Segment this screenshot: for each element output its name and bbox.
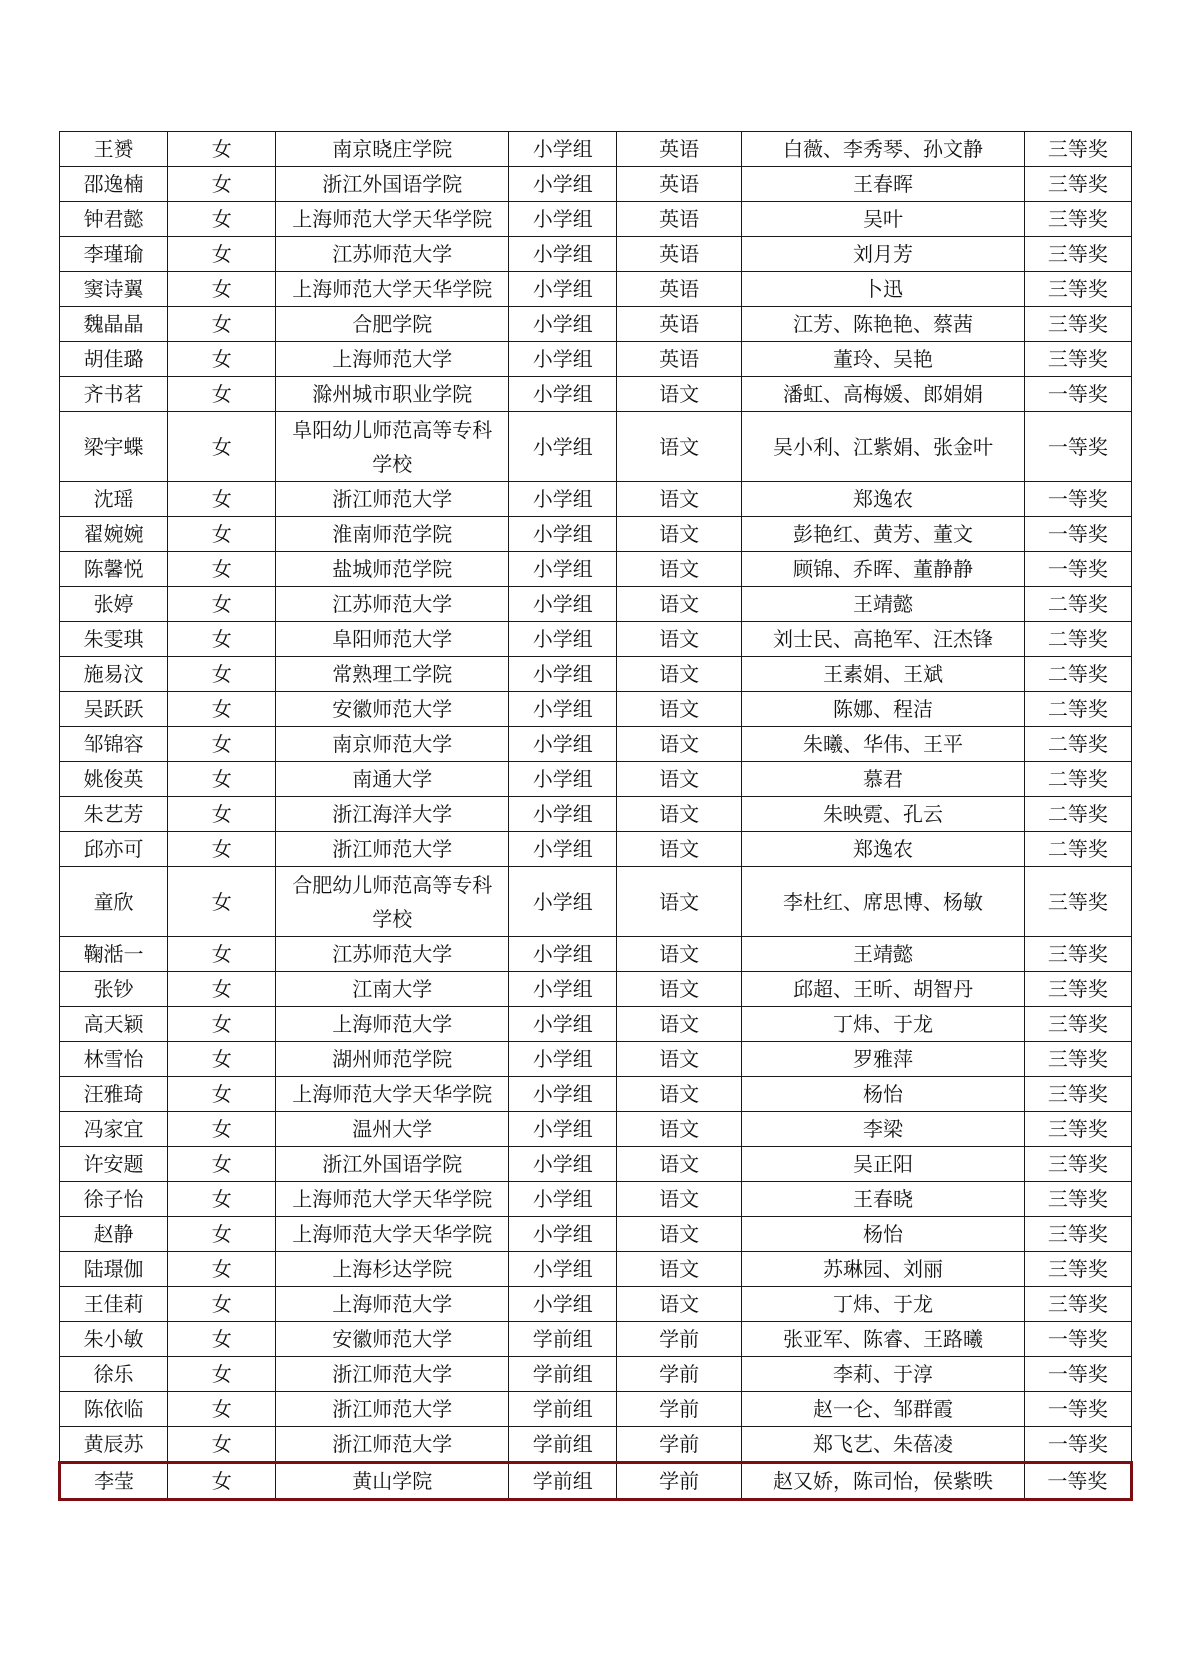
advisors-cell: 李莉、于淳 xyxy=(742,1357,1025,1392)
table-row xyxy=(60,552,1132,587)
subject-cell: 语文 xyxy=(617,517,742,552)
award-table xyxy=(58,131,1133,1501)
subject-cell: 语文 xyxy=(617,1112,742,1147)
student-name-cell: 张婷 xyxy=(60,587,168,622)
group-cell: 小学组 xyxy=(509,1217,617,1252)
advisors-cell: 丁炜、于龙 xyxy=(742,1007,1025,1042)
table-row xyxy=(60,937,1132,972)
student-name-cell: 朱小敏 xyxy=(60,1322,168,1357)
advisors-cell: 王春晓 xyxy=(742,1182,1025,1217)
gender-cell: 女 xyxy=(168,622,276,657)
school-cell: 滁州城市职业学院 xyxy=(276,377,509,412)
table-row xyxy=(60,762,1132,797)
award-cell: 三等奖 xyxy=(1024,1147,1131,1182)
advisors-cell: 陈娜、程洁 xyxy=(742,692,1025,727)
subject-cell: 学前 xyxy=(617,1392,742,1427)
advisors-cell: 江芳、陈艳艳、蔡茜 xyxy=(742,307,1025,342)
gender-cell: 女 xyxy=(168,1217,276,1252)
advisors-cell: 赵一仑、邹群霞 xyxy=(742,1392,1025,1427)
group-cell: 小学组 xyxy=(509,1147,617,1182)
table-row xyxy=(60,1217,1132,1252)
student-name-cell: 魏晶晶 xyxy=(60,307,168,342)
gender-cell: 女 xyxy=(168,377,276,412)
school-cell: 淮南师范学院 xyxy=(276,517,509,552)
student-name-cell: 冯家宜 xyxy=(60,1112,168,1147)
group-cell: 小学组 xyxy=(509,482,617,517)
subject-cell: 语文 xyxy=(617,1287,742,1322)
group-cell: 小学组 xyxy=(509,237,617,272)
gender-cell: 女 xyxy=(168,797,276,832)
gender-cell: 女 xyxy=(168,517,276,552)
table-row xyxy=(60,1252,1132,1287)
student-name-cell: 赵静 xyxy=(60,1217,168,1252)
school-cell: 上海师范大学天华学院 xyxy=(276,1217,509,1252)
subject-cell: 语文 xyxy=(617,797,742,832)
table-row xyxy=(60,202,1132,237)
subject-cell: 语文 xyxy=(617,1217,742,1252)
gender-cell: 女 xyxy=(168,1463,276,1500)
table-row xyxy=(60,132,1132,167)
subject-cell: 语文 xyxy=(617,1147,742,1182)
subject-cell: 语文 xyxy=(617,377,742,412)
school-cell: 江苏师范大学 xyxy=(276,237,509,272)
group-cell: 学前组 xyxy=(509,1392,617,1427)
subject-cell: 学前 xyxy=(617,1463,742,1500)
student-name-cell: 李莹 xyxy=(60,1463,168,1500)
advisors-cell: 吴叶 xyxy=(742,202,1025,237)
advisors-cell: 丁炜、于龙 xyxy=(742,1287,1025,1322)
advisors-cell: 李梁 xyxy=(742,1112,1025,1147)
gender-cell: 女 xyxy=(168,1077,276,1112)
advisors-cell: 邱超、王昕、胡智丹 xyxy=(742,972,1025,1007)
gender-cell: 女 xyxy=(168,132,276,167)
school-cell: 南通大学 xyxy=(276,762,509,797)
subject-cell: 语文 xyxy=(617,692,742,727)
group-cell: 小学组 xyxy=(509,1182,617,1217)
award-cell: 三等奖 xyxy=(1024,132,1131,167)
student-name-cell: 张钞 xyxy=(60,972,168,1007)
student-name-cell: 钟君懿 xyxy=(60,202,168,237)
group-cell: 小学组 xyxy=(509,1077,617,1112)
advisors-cell: 王靖懿 xyxy=(742,937,1025,972)
award-cell: 三等奖 xyxy=(1024,867,1131,937)
group-cell: 小学组 xyxy=(509,307,617,342)
award-cell: 一等奖 xyxy=(1024,517,1131,552)
award-cell: 一等奖 xyxy=(1024,1463,1131,1500)
school-cell: 浙江海洋大学 xyxy=(276,797,509,832)
table-row xyxy=(60,167,1132,202)
advisors-cell: 李杜红、席思博、杨敏 xyxy=(742,867,1025,937)
subject-cell: 英语 xyxy=(617,272,742,307)
group-cell: 小学组 xyxy=(509,202,617,237)
student-name-cell: 姚俊英 xyxy=(60,762,168,797)
group-cell: 小学组 xyxy=(509,167,617,202)
student-name-cell: 林雪怡 xyxy=(60,1042,168,1077)
gender-cell: 女 xyxy=(168,237,276,272)
award-cell: 一等奖 xyxy=(1024,1427,1131,1463)
award-cell: 二等奖 xyxy=(1024,797,1131,832)
table-row xyxy=(60,1147,1132,1182)
school-cell: 上海师范大学天华学院 xyxy=(276,1077,509,1112)
subject-cell: 语文 xyxy=(617,832,742,867)
school-cell: 南京师范大学 xyxy=(276,727,509,762)
gender-cell: 女 xyxy=(168,1252,276,1287)
gender-cell: 女 xyxy=(168,412,276,482)
award-cell: 二等奖 xyxy=(1024,762,1131,797)
table-row xyxy=(60,307,1132,342)
award-cell: 三等奖 xyxy=(1024,1287,1131,1322)
school-cell: 上海杉达学院 xyxy=(276,1252,509,1287)
school-cell: 阜阳幼儿师范高等专科学校 xyxy=(276,412,509,482)
school-cell: 黄山学院 xyxy=(276,1463,509,1500)
award-cell: 一等奖 xyxy=(1024,1322,1131,1357)
award-cell: 三等奖 xyxy=(1024,1217,1131,1252)
gender-cell: 女 xyxy=(168,1287,276,1322)
award-cell: 三等奖 xyxy=(1024,1182,1131,1217)
subject-cell: 学前 xyxy=(617,1427,742,1463)
gender-cell: 女 xyxy=(168,587,276,622)
award-cell: 三等奖 xyxy=(1024,1077,1131,1112)
subject-cell: 语文 xyxy=(617,622,742,657)
award-cell: 三等奖 xyxy=(1024,1112,1131,1147)
award-cell: 二等奖 xyxy=(1024,657,1131,692)
table-row xyxy=(60,1287,1132,1322)
subject-cell: 英语 xyxy=(617,167,742,202)
gender-cell: 女 xyxy=(168,552,276,587)
group-cell: 小学组 xyxy=(509,832,617,867)
student-name-cell: 邱亦可 xyxy=(60,832,168,867)
subject-cell: 语文 xyxy=(617,1077,742,1112)
group-cell: 小学组 xyxy=(509,762,617,797)
advisors-cell: 杨怡 xyxy=(742,1217,1025,1252)
school-cell: 浙江师范大学 xyxy=(276,1357,509,1392)
advisors-cell: 王靖懿 xyxy=(742,587,1025,622)
student-name-cell: 高天颖 xyxy=(60,1007,168,1042)
table-row xyxy=(60,587,1132,622)
award-cell: 二等奖 xyxy=(1024,727,1131,762)
gender-cell: 女 xyxy=(168,657,276,692)
school-cell: 安徽师范大学 xyxy=(276,1322,509,1357)
award-cell: 一等奖 xyxy=(1024,482,1131,517)
table-row xyxy=(60,867,1132,937)
subject-cell: 语文 xyxy=(617,412,742,482)
table-row xyxy=(60,1427,1132,1463)
group-cell: 小学组 xyxy=(509,1007,617,1042)
school-cell: 温州大学 xyxy=(276,1112,509,1147)
group-cell: 小学组 xyxy=(509,552,617,587)
advisors-cell: 王春晖 xyxy=(742,167,1025,202)
table-row xyxy=(60,482,1132,517)
gender-cell: 女 xyxy=(168,972,276,1007)
table-row xyxy=(60,1077,1132,1112)
student-name-cell: 朱雯琪 xyxy=(60,622,168,657)
school-cell: 浙江外国语学院 xyxy=(276,1147,509,1182)
school-cell: 浙江师范大学 xyxy=(276,1392,509,1427)
table-row xyxy=(60,342,1132,377)
student-name-cell: 邹锦容 xyxy=(60,727,168,762)
student-name-cell: 窦诗翼 xyxy=(60,272,168,307)
award-cell: 三等奖 xyxy=(1024,937,1131,972)
gender-cell: 女 xyxy=(168,1007,276,1042)
subject-cell: 英语 xyxy=(617,307,742,342)
group-cell: 小学组 xyxy=(509,1042,617,1077)
subject-cell: 英语 xyxy=(617,132,742,167)
gender-cell: 女 xyxy=(168,482,276,517)
student-name-cell: 沈瑶 xyxy=(60,482,168,517)
school-cell: 江苏师范大学 xyxy=(276,587,509,622)
school-cell: 上海师范大学 xyxy=(276,1287,509,1322)
student-name-cell: 翟婉婉 xyxy=(60,517,168,552)
advisors-cell: 卜迅 xyxy=(742,272,1025,307)
group-cell: 小学组 xyxy=(509,587,617,622)
student-name-cell: 鞠湉一 xyxy=(60,937,168,972)
school-cell: 浙江师范大学 xyxy=(276,832,509,867)
school-cell: 浙江师范大学 xyxy=(276,482,509,517)
group-cell: 小学组 xyxy=(509,797,617,832)
advisors-cell: 吴正阳 xyxy=(742,1147,1025,1182)
advisors-cell: 朱映霓、孔云 xyxy=(742,797,1025,832)
school-cell: 浙江外国语学院 xyxy=(276,167,509,202)
subject-cell: 语文 xyxy=(617,1007,742,1042)
group-cell: 小学组 xyxy=(509,1287,617,1322)
student-name-cell: 陈馨悦 xyxy=(60,552,168,587)
subject-cell: 英语 xyxy=(617,202,742,237)
group-cell: 小学组 xyxy=(509,1112,617,1147)
gender-cell: 女 xyxy=(168,762,276,797)
school-cell: 江南大学 xyxy=(276,972,509,1007)
subject-cell: 英语 xyxy=(617,237,742,272)
gender-cell: 女 xyxy=(168,727,276,762)
group-cell: 小学组 xyxy=(509,517,617,552)
subject-cell: 语文 xyxy=(617,657,742,692)
award-cell: 三等奖 xyxy=(1024,307,1131,342)
school-cell: 江苏师范大学 xyxy=(276,937,509,972)
award-cell: 二等奖 xyxy=(1024,832,1131,867)
table-row xyxy=(60,377,1132,412)
award-cell: 二等奖 xyxy=(1024,692,1131,727)
award-cell: 三等奖 xyxy=(1024,237,1131,272)
gender-cell: 女 xyxy=(168,1112,276,1147)
student-name-cell: 黄辰苏 xyxy=(60,1427,168,1463)
award-cell: 三等奖 xyxy=(1024,1007,1131,1042)
student-name-cell: 朱艺芳 xyxy=(60,797,168,832)
table-row xyxy=(60,1112,1132,1147)
gender-cell: 女 xyxy=(168,692,276,727)
advisors-cell: 郑逸农 xyxy=(742,832,1025,867)
group-cell: 学前组 xyxy=(509,1463,617,1500)
school-cell: 盐城师范学院 xyxy=(276,552,509,587)
school-cell: 合肥学院 xyxy=(276,307,509,342)
advisors-cell: 杨怡 xyxy=(742,1077,1025,1112)
school-cell: 上海师范大学天华学院 xyxy=(276,1182,509,1217)
table-row xyxy=(60,1007,1132,1042)
award-cell: 三等奖 xyxy=(1024,342,1131,377)
student-name-cell: 徐乐 xyxy=(60,1357,168,1392)
gender-cell: 女 xyxy=(168,1182,276,1217)
group-cell: 小学组 xyxy=(509,657,617,692)
group-cell: 小学组 xyxy=(509,867,617,937)
table-row xyxy=(60,692,1132,727)
group-cell: 学前组 xyxy=(509,1322,617,1357)
award-cell: 一等奖 xyxy=(1024,412,1131,482)
gender-cell: 女 xyxy=(168,272,276,307)
award-table-body xyxy=(60,132,1132,1500)
student-name-cell: 王赟 xyxy=(60,132,168,167)
table-row xyxy=(60,622,1132,657)
group-cell: 小学组 xyxy=(509,342,617,377)
gender-cell: 女 xyxy=(168,1322,276,1357)
school-cell: 湖州师范学院 xyxy=(276,1042,509,1077)
subject-cell: 语文 xyxy=(617,587,742,622)
student-name-cell: 汪雅琦 xyxy=(60,1077,168,1112)
advisors-cell: 顾锦、乔晖、董静静 xyxy=(742,552,1025,587)
student-name-cell: 许安题 xyxy=(60,1147,168,1182)
award-cell: 一等奖 xyxy=(1024,377,1131,412)
subject-cell: 语文 xyxy=(617,937,742,972)
subject-cell: 英语 xyxy=(617,342,742,377)
advisors-cell: 朱曦、华伟、王平 xyxy=(742,727,1025,762)
student-name-cell: 胡佳璐 xyxy=(60,342,168,377)
advisors-cell: 慕君 xyxy=(742,762,1025,797)
student-name-cell: 吴跃跃 xyxy=(60,692,168,727)
school-cell: 合肥幼儿师范高等专科学校 xyxy=(276,867,509,937)
student-name-cell: 陆璟伽 xyxy=(60,1252,168,1287)
table-row xyxy=(60,1322,1132,1357)
school-cell: 上海师范大学 xyxy=(276,342,509,377)
group-cell: 学前组 xyxy=(509,1357,617,1392)
subject-cell: 语文 xyxy=(617,1252,742,1287)
award-cell: 三等奖 xyxy=(1024,972,1131,1007)
advisors-cell: 赵又娇，陈司怡，侯紫昳 xyxy=(742,1463,1025,1500)
gender-cell: 女 xyxy=(168,1357,276,1392)
school-cell: 上海师范大学天华学院 xyxy=(276,272,509,307)
student-name-cell: 施易汶 xyxy=(60,657,168,692)
table-row xyxy=(60,1357,1132,1392)
award-cell: 一等奖 xyxy=(1024,1392,1131,1427)
award-cell: 三等奖 xyxy=(1024,272,1131,307)
gender-cell: 女 xyxy=(168,307,276,342)
table-row xyxy=(60,272,1132,307)
group-cell: 小学组 xyxy=(509,692,617,727)
award-cell: 三等奖 xyxy=(1024,167,1131,202)
table-row xyxy=(60,1392,1132,1427)
advisors-cell: 彭艳红、黄芳、董文 xyxy=(742,517,1025,552)
advisors-cell: 吴小利、江紫娟、张金叶 xyxy=(742,412,1025,482)
group-cell: 小学组 xyxy=(509,377,617,412)
subject-cell: 语文 xyxy=(617,972,742,1007)
table-row xyxy=(60,412,1132,482)
advisors-cell: 刘月芳 xyxy=(742,237,1025,272)
gender-cell: 女 xyxy=(168,342,276,377)
student-name-cell: 邵逸楠 xyxy=(60,167,168,202)
advisors-cell: 罗雅萍 xyxy=(742,1042,1025,1077)
group-cell: 小学组 xyxy=(509,972,617,1007)
school-cell: 阜阳师范大学 xyxy=(276,622,509,657)
student-name-cell: 李瑾瑜 xyxy=(60,237,168,272)
school-cell: 常熟理工学院 xyxy=(276,657,509,692)
school-cell: 安徽师范大学 xyxy=(276,692,509,727)
table-row xyxy=(60,797,1132,832)
student-name-cell: 陈依临 xyxy=(60,1392,168,1427)
table-row xyxy=(60,1042,1132,1077)
gender-cell: 女 xyxy=(168,1427,276,1463)
subject-cell: 语文 xyxy=(617,762,742,797)
advisors-cell: 郑逸农 xyxy=(742,482,1025,517)
table-row xyxy=(60,832,1132,867)
gender-cell: 女 xyxy=(168,202,276,237)
award-cell: 二等奖 xyxy=(1024,587,1131,622)
group-cell: 小学组 xyxy=(509,272,617,307)
subject-cell: 语文 xyxy=(617,867,742,937)
student-name-cell: 童欣 xyxy=(60,867,168,937)
award-cell: 三等奖 xyxy=(1024,1042,1131,1077)
advisors-cell: 张亚军、陈睿、王路曦 xyxy=(742,1322,1025,1357)
subject-cell: 语文 xyxy=(617,482,742,517)
group-cell: 小学组 xyxy=(509,1252,617,1287)
subject-cell: 语文 xyxy=(617,1182,742,1217)
table-row xyxy=(60,972,1132,1007)
student-name-cell: 徐子怡 xyxy=(60,1182,168,1217)
student-name-cell: 齐书茗 xyxy=(60,377,168,412)
school-cell: 浙江师范大学 xyxy=(276,1427,509,1463)
advisors-cell: 董玲、吴艳 xyxy=(742,342,1025,377)
subject-cell: 语文 xyxy=(617,1042,742,1077)
table-row xyxy=(60,657,1132,692)
school-cell: 上海师范大学 xyxy=(276,1007,509,1042)
award-cell: 三等奖 xyxy=(1024,202,1131,237)
student-name-cell: 梁宇蝶 xyxy=(60,412,168,482)
subject-cell: 学前 xyxy=(617,1322,742,1357)
advisors-cell: 王素娟、王斌 xyxy=(742,657,1025,692)
gender-cell: 女 xyxy=(168,1042,276,1077)
gender-cell: 女 xyxy=(168,1147,276,1182)
advisors-cell: 潘虹、高梅媛、郎娟娟 xyxy=(742,377,1025,412)
subject-cell: 学前 xyxy=(617,1357,742,1392)
table-row xyxy=(60,237,1132,272)
group-cell: 学前组 xyxy=(509,1427,617,1463)
group-cell: 小学组 xyxy=(509,622,617,657)
advisors-cell: 郑飞艺、朱蓓凌 xyxy=(742,1427,1025,1463)
subject-cell: 语文 xyxy=(617,727,742,762)
table-row xyxy=(60,517,1132,552)
advisors-cell: 苏琳园、刘丽 xyxy=(742,1252,1025,1287)
award-cell: 一等奖 xyxy=(1024,1357,1131,1392)
group-cell: 小学组 xyxy=(509,132,617,167)
gender-cell: 女 xyxy=(168,1392,276,1427)
subject-cell: 语文 xyxy=(617,552,742,587)
group-cell: 小学组 xyxy=(509,937,617,972)
award-cell: 二等奖 xyxy=(1024,622,1131,657)
award-cell: 三等奖 xyxy=(1024,1252,1131,1287)
group-cell: 小学组 xyxy=(509,412,617,482)
table-row xyxy=(60,1182,1132,1217)
school-cell: 南京晓庄学院 xyxy=(276,132,509,167)
student-name-cell: 王佳莉 xyxy=(60,1287,168,1322)
gender-cell: 女 xyxy=(168,167,276,202)
gender-cell: 女 xyxy=(168,937,276,972)
award-cell: 一等奖 xyxy=(1024,552,1131,587)
gender-cell: 女 xyxy=(168,832,276,867)
table-row xyxy=(60,727,1132,762)
school-cell: 上海师范大学天华学院 xyxy=(276,202,509,237)
gender-cell: 女 xyxy=(168,867,276,937)
group-cell: 小学组 xyxy=(509,727,617,762)
table-row-highlighted xyxy=(60,1463,1132,1500)
advisors-cell: 刘士民、高艳军、汪杰锋 xyxy=(742,622,1025,657)
advisors-cell: 白薇、李秀琴、孙文静 xyxy=(742,132,1025,167)
